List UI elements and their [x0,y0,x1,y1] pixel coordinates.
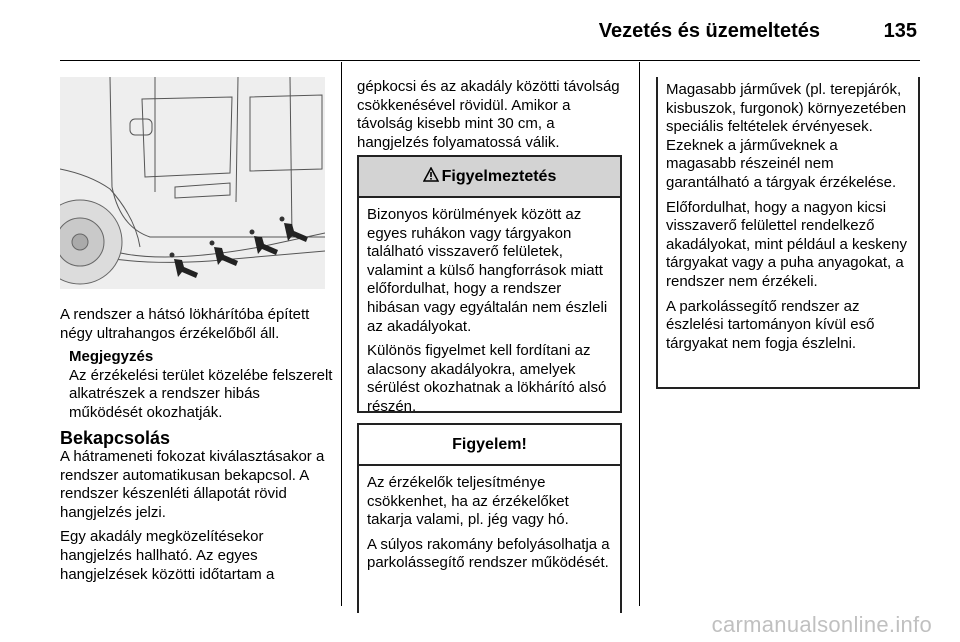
section-bekapcsolas [60,428,330,584]
caution-box [357,423,622,613]
header-rule [60,60,920,61]
warning-box-title: Figyelmeztetés [441,167,557,185]
warning-box [357,155,622,413]
caution-paragraph-1: Az érzékelők teljesítménye csökkenhet, ha az érzékelőket takarja valami, pl. jég vagy hó. [367,474,569,529]
warning-paragraph-1: Bizonyos körülmények között az egyes ruhákon vagy tárgyakon található visszaverő felületek, valamint a külső hangforrások miatt előfordulhat, hogy a rendszer hibásan vagy egyáltalán nem észleli az akadályokat. [367,206,608,335]
vehicle-rear-illustration [60,77,325,289]
column-divider-left [341,62,342,606]
info-paragraph-3: A parkolássegítő rendszer az észlelési tartományon kívül eső tárgyakat nem fogja észlelni. [666,297,875,352]
column-divider-right [639,62,640,606]
page-header-title: Vezetés és üzemeltetés [598,20,820,42]
caution-paragraph-2: A súlyos rakomány befolyásolhatja a parkolássegítő rendszer működését. [367,535,610,572]
intro-text: A rendszer a hátsó lökhárítóba épített négy ultrahangos érzékelőből áll. [60,306,310,342]
info-box [656,77,920,389]
caution-box-title: Figyelem! [452,435,527,453]
info-paragraph-1: Magasabb járművek (pl. terepjárók, kisbuszok, furgonok) környezetében speciális feltételek érvényesek. Ezeknek a járműveknek a magasabb részeinél nem garantálható a tárgyak érzékelése. [666,81,907,191]
warning-box-header [359,157,620,198]
page-number: 135 [883,20,917,42]
section-title: Bekapcsolás [60,428,171,448]
note-title: Megjegyzés [69,348,154,365]
caution-box-header [359,425,620,466]
section-paragraph-2: Egy akadály megközelítésekor hangjelzés hallható. Az egyes hangjelzések közötti időtartam a [60,528,275,583]
section-paragraph-1: A hátrameneti fokozat kiválasztásakor a rendszer automatikusan bekapcsol. A rendszer készenléti állapotát rövid hangjelzés jelzi. [60,448,325,521]
info-paragraph-2: Előfordulhat, hogy a nagyon kicsi visszaverő felülettel rendelkező akadályokat, mint például a keskeny tárgyakat vagy a puha anyagokat, a rendszer nem érzékeli. [666,198,907,290]
warning-triangle-icon [423,167,439,187]
watermark: carmanualsonline.info [711,612,932,637]
note-text: Az érzékelési terület közelébe felszerelt alkatrészek a rendszer hibás működését okozhatják. [69,366,333,421]
warning-paragraph-2: Különös figyelmet kell fordítani az alacsony akadályokra, amelyek sérülést okozhatnak a lökhárító alsó részén. [367,342,607,415]
continuation-text: gépkocsi és az akadály közötti távolság csökkenésével rövidül. Amikor a távolság kisebb mint 30 cm, a hangjelzés folyamatossá válik. [357,78,620,151]
note-block [69,348,337,422]
